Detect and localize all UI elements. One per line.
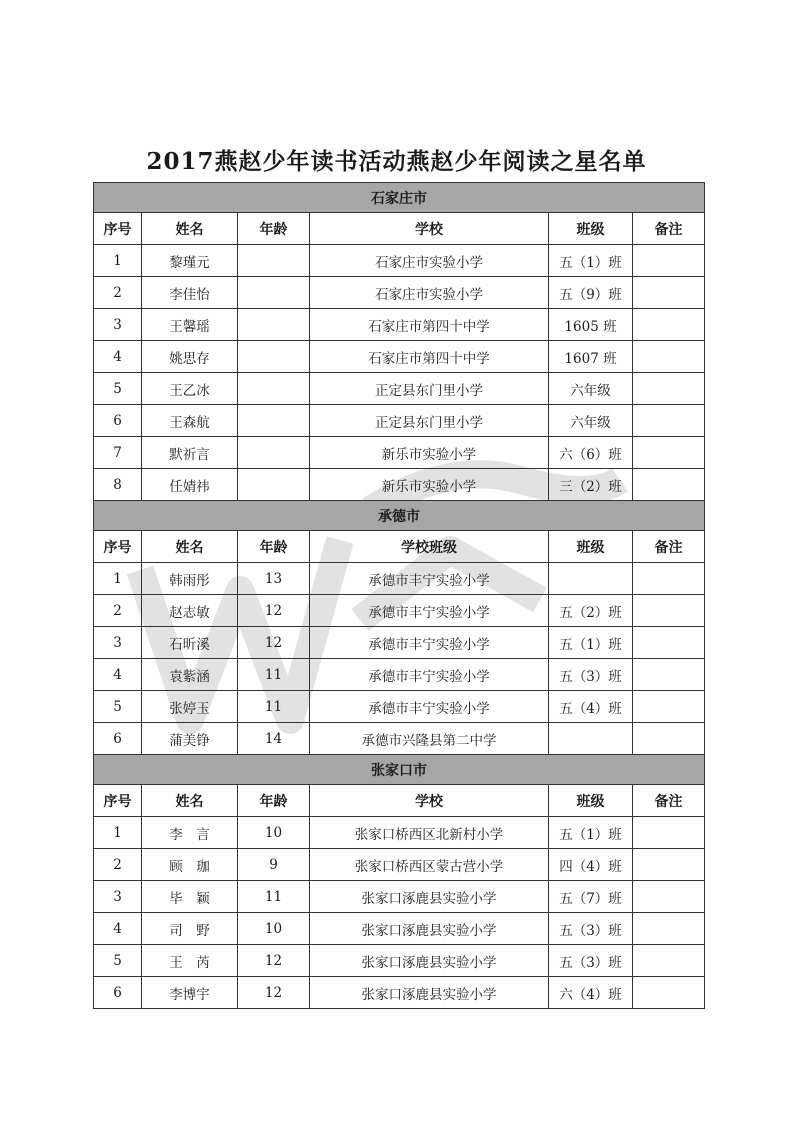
cell-class: 1607 班 bbox=[549, 341, 633, 373]
col-header-remarks: 备注 bbox=[633, 785, 705, 817]
cell-age bbox=[238, 437, 310, 469]
cell-age: 12 bbox=[238, 627, 310, 659]
col-header-class: 班级 bbox=[549, 531, 633, 563]
cell-remarks bbox=[633, 563, 705, 595]
table-row bbox=[94, 373, 705, 405]
cell-remarks bbox=[633, 309, 705, 341]
cell-class: 五（7）班 bbox=[549, 881, 633, 913]
cell-remarks bbox=[633, 723, 705, 755]
cell-age: 10 bbox=[238, 817, 310, 849]
table-row bbox=[94, 849, 705, 881]
city-header-row bbox=[94, 183, 705, 213]
cell-school: 承德市丰宁实验小学 bbox=[310, 563, 549, 595]
cell-age: 9 bbox=[238, 849, 310, 881]
cell-name: 王森航 bbox=[142, 405, 238, 437]
cell-class: 五（1）班 bbox=[549, 817, 633, 849]
cell-class bbox=[549, 563, 633, 595]
table-row bbox=[94, 245, 705, 277]
cell-index: 1 bbox=[94, 245, 142, 277]
city-name: 承德市 bbox=[94, 501, 705, 531]
col-header-index: 序号 bbox=[94, 531, 142, 563]
cell-remarks bbox=[633, 595, 705, 627]
cell-age: 11 bbox=[238, 881, 310, 913]
cell-index: 2 bbox=[94, 277, 142, 309]
cell-remarks bbox=[633, 469, 705, 501]
cell-class: 三（2）班 bbox=[549, 469, 633, 501]
cell-class: 五（4）班 bbox=[549, 691, 633, 723]
table-row bbox=[94, 723, 705, 755]
column-header-row bbox=[94, 785, 705, 817]
cell-index: 2 bbox=[94, 849, 142, 881]
cell-school: 正定县东门里小学 bbox=[310, 373, 549, 405]
cell-class: 六年级 bbox=[549, 405, 633, 437]
cell-school: 张家口涿鹿县实验小学 bbox=[310, 913, 549, 945]
city-header-row bbox=[94, 501, 705, 531]
cell-remarks bbox=[633, 849, 705, 881]
cell-name: 王馨瑶 bbox=[142, 309, 238, 341]
cell-school: 张家口涿鹿县实验小学 bbox=[310, 881, 549, 913]
cell-age bbox=[238, 341, 310, 373]
cell-name: 李佳怡 bbox=[142, 277, 238, 309]
table-row bbox=[94, 309, 705, 341]
table-row bbox=[94, 945, 705, 977]
cell-school: 石家庄市实验小学 bbox=[310, 245, 549, 277]
col-header-school: 学校 bbox=[310, 785, 549, 817]
cell-class: 五（3）班 bbox=[549, 659, 633, 691]
cell-remarks bbox=[633, 881, 705, 913]
cell-index: 6 bbox=[94, 723, 142, 755]
table-row bbox=[94, 817, 705, 849]
cell-name: 王 芮 bbox=[142, 945, 238, 977]
cell-name: 黎瑾元 bbox=[142, 245, 238, 277]
cell-index: 1 bbox=[94, 563, 142, 595]
col-header-name: 姓名 bbox=[142, 785, 238, 817]
cell-school: 新乐市实验小学 bbox=[310, 437, 549, 469]
cell-index: 5 bbox=[94, 373, 142, 405]
cell-remarks bbox=[633, 341, 705, 373]
cell-class: 五（3）班 bbox=[549, 945, 633, 977]
cell-index: 4 bbox=[94, 659, 142, 691]
cell-remarks bbox=[633, 627, 705, 659]
cell-index: 6 bbox=[94, 405, 142, 437]
cell-age: 10 bbox=[238, 913, 310, 945]
cell-name: 张婷玉 bbox=[142, 691, 238, 723]
cell-age: 11 bbox=[238, 691, 310, 723]
cell-index: 4 bbox=[94, 341, 142, 373]
table-row bbox=[94, 469, 705, 501]
cell-age: 12 bbox=[238, 977, 310, 1009]
cell-remarks bbox=[633, 277, 705, 309]
cell-index: 1 bbox=[94, 817, 142, 849]
cell-remarks bbox=[633, 405, 705, 437]
cell-name: 默祈言 bbox=[142, 437, 238, 469]
cell-school: 承德市丰宁实验小学 bbox=[310, 627, 549, 659]
cell-index: 3 bbox=[94, 881, 142, 913]
cell-class: 五（2）班 bbox=[549, 595, 633, 627]
table-row bbox=[94, 437, 705, 469]
cell-age: 14 bbox=[238, 723, 310, 755]
cell-class: 1605 班 bbox=[549, 309, 633, 341]
cell-remarks bbox=[633, 977, 705, 1009]
column-header-row bbox=[94, 213, 705, 245]
cell-school: 张家口桥西区北新村小学 bbox=[310, 817, 549, 849]
cell-age: 12 bbox=[238, 945, 310, 977]
col-header-age: 年龄 bbox=[238, 785, 310, 817]
table-row bbox=[94, 881, 705, 913]
cell-name: 袁紫涵 bbox=[142, 659, 238, 691]
cell-school: 张家口涿鹿县实验小学 bbox=[310, 945, 549, 977]
cell-age bbox=[238, 245, 310, 277]
cell-name: 顾 珈 bbox=[142, 849, 238, 881]
col-header-age: 年龄 bbox=[238, 531, 310, 563]
cell-school: 正定县东门里小学 bbox=[310, 405, 549, 437]
cell-age bbox=[238, 277, 310, 309]
table-row bbox=[94, 341, 705, 373]
cell-school: 新乐市实验小学 bbox=[310, 469, 549, 501]
cell-index: 7 bbox=[94, 437, 142, 469]
cell-remarks bbox=[633, 437, 705, 469]
table-row bbox=[94, 595, 705, 627]
city-name: 张家口市 bbox=[94, 755, 705, 785]
cell-remarks bbox=[633, 945, 705, 977]
cell-school: 石家庄市实验小学 bbox=[310, 277, 549, 309]
table-row bbox=[94, 277, 705, 309]
cell-index: 3 bbox=[94, 627, 142, 659]
cell-name: 蒲美铮 bbox=[142, 723, 238, 755]
col-header-class: 班级 bbox=[549, 785, 633, 817]
cell-age bbox=[238, 309, 310, 341]
cell-name: 石昕溪 bbox=[142, 627, 238, 659]
cell-remarks bbox=[633, 245, 705, 277]
col-header-name: 姓名 bbox=[142, 213, 238, 245]
cell-school: 石家庄市第四十中学 bbox=[310, 341, 549, 373]
column-header-row bbox=[94, 531, 705, 563]
cell-class: 五（1）班 bbox=[549, 245, 633, 277]
cell-index: 8 bbox=[94, 469, 142, 501]
cell-class: 五（1）班 bbox=[549, 627, 633, 659]
cell-name: 韩雨彤 bbox=[142, 563, 238, 595]
cell-age: 13 bbox=[238, 563, 310, 595]
cell-age: 11 bbox=[238, 659, 310, 691]
cell-name: 赵志敏 bbox=[142, 595, 238, 627]
table-row bbox=[94, 659, 705, 691]
cell-remarks bbox=[633, 691, 705, 723]
cell-class: 六（6）班 bbox=[549, 437, 633, 469]
cell-school: 石家庄市第四十中学 bbox=[310, 309, 549, 341]
cell-age: 12 bbox=[238, 595, 310, 627]
col-header-school: 学校班级 bbox=[310, 531, 549, 563]
cell-school: 张家口桥西区蒙古营小学 bbox=[310, 849, 549, 881]
cell-name: 司 野 bbox=[142, 913, 238, 945]
cell-name: 李 言 bbox=[142, 817, 238, 849]
cell-name: 毕 颖 bbox=[142, 881, 238, 913]
cell-index: 5 bbox=[94, 945, 142, 977]
cell-age bbox=[238, 405, 310, 437]
cell-class: 六（4）班 bbox=[549, 977, 633, 1009]
cell-index: 6 bbox=[94, 977, 142, 1009]
city-name: 石家庄市 bbox=[94, 183, 705, 213]
table-row bbox=[94, 627, 705, 659]
cell-remarks bbox=[633, 373, 705, 405]
cell-class: 五（3）班 bbox=[549, 913, 633, 945]
cell-name: 王乙冰 bbox=[142, 373, 238, 405]
col-header-index: 序号 bbox=[94, 785, 142, 817]
cell-school: 张家口涿鹿县实验小学 bbox=[310, 977, 549, 1009]
cell-remarks bbox=[633, 659, 705, 691]
cell-name: 李博宇 bbox=[142, 977, 238, 1009]
cell-class: 四（4）班 bbox=[549, 849, 633, 881]
col-header-remarks: 备注 bbox=[633, 213, 705, 245]
col-header-index: 序号 bbox=[94, 213, 142, 245]
cell-class bbox=[549, 723, 633, 755]
page-title: 2017燕赵少年读书活动燕赵少年阅读之星名单 bbox=[146, 148, 647, 175]
roster-table bbox=[93, 182, 705, 1009]
cell-remarks bbox=[633, 913, 705, 945]
col-header-school: 学校 bbox=[310, 213, 549, 245]
col-header-name: 姓名 bbox=[142, 531, 238, 563]
table-row bbox=[94, 405, 705, 437]
table-row bbox=[94, 977, 705, 1009]
cell-index: 2 bbox=[94, 595, 142, 627]
cell-class: 六年级 bbox=[549, 373, 633, 405]
table-row bbox=[94, 913, 705, 945]
cell-age bbox=[238, 469, 310, 501]
city-header-row bbox=[94, 755, 705, 785]
cell-name: 任婧祎 bbox=[142, 469, 238, 501]
table-row bbox=[94, 691, 705, 723]
cell-school: 承德市丰宁实验小学 bbox=[310, 659, 549, 691]
table-row bbox=[94, 563, 705, 595]
cell-age bbox=[238, 373, 310, 405]
cell-index: 5 bbox=[94, 691, 142, 723]
cell-name: 姚思存 bbox=[142, 341, 238, 373]
cell-class: 五（9）班 bbox=[549, 277, 633, 309]
col-header-age: 年龄 bbox=[238, 213, 310, 245]
cell-index: 4 bbox=[94, 913, 142, 945]
cell-school: 承德市丰宁实验小学 bbox=[310, 595, 549, 627]
cell-remarks bbox=[633, 817, 705, 849]
cell-index: 3 bbox=[94, 309, 142, 341]
col-header-remarks: 备注 bbox=[633, 531, 705, 563]
cell-school: 承德市丰宁实验小学 bbox=[310, 691, 549, 723]
col-header-class: 班级 bbox=[549, 213, 633, 245]
cell-school: 承德市兴隆县第二中学 bbox=[310, 723, 549, 755]
